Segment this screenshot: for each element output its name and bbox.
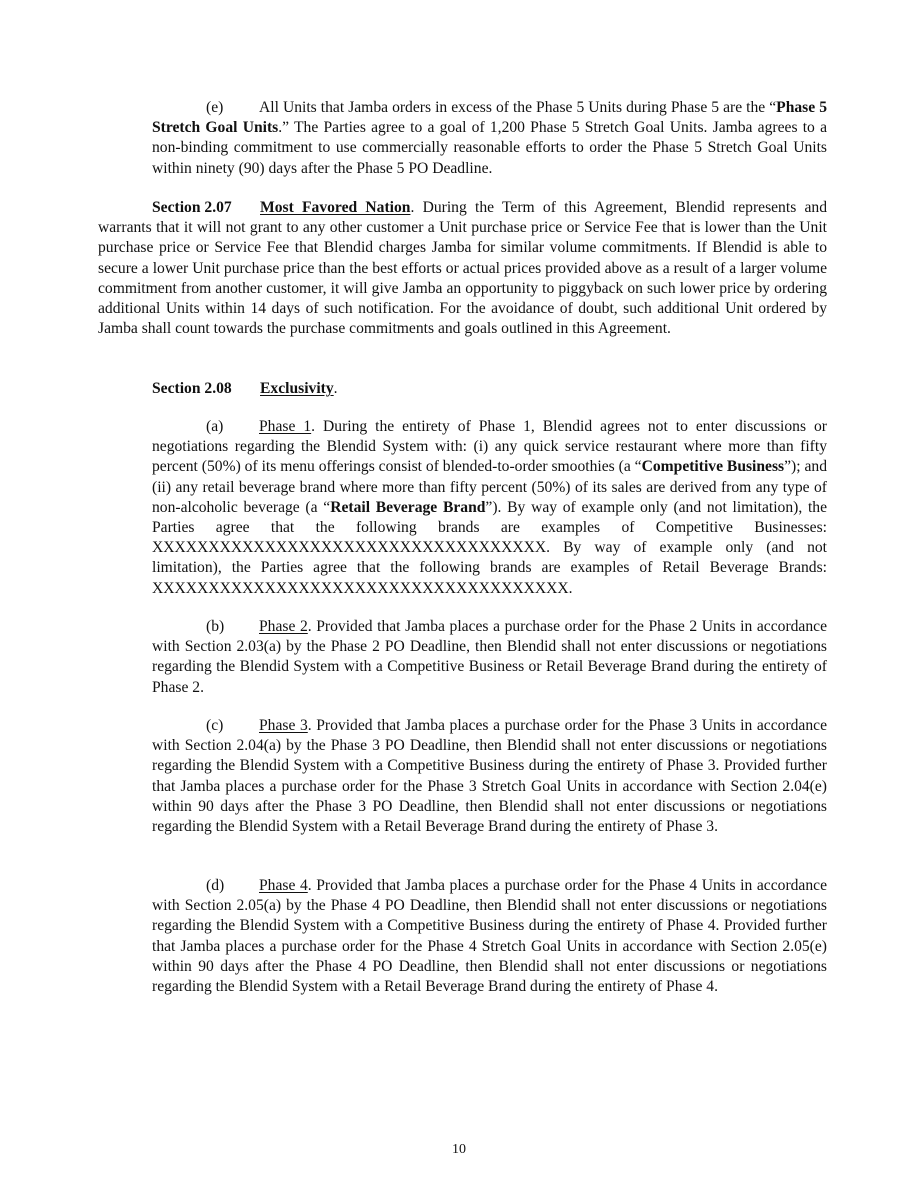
- defined-term: Retail Beverage Brand: [330, 498, 486, 516]
- paragraph-label: (e): [206, 99, 224, 116]
- page-number: 10: [452, 1142, 466, 1157]
- paragraph-label: (a): [206, 418, 224, 435]
- paragraph-label: (b): [206, 618, 225, 635]
- section-number: Section 2.07: [152, 199, 232, 216]
- paragraph-2-08-c: (c) Phase 3. Provided that Jamba places a purchase order for the Phase 3 Units in accordance with Section 2.04(a) by the Phase 3 PO Deadline, then Blendid shall not enter discussions or negotiations regarding the Blendid System with a Competitive Business during the entirety of Phase 3. Provided further that Jamba places a purchase order for the Phase 3 Stretch Goal Units in accordance with Section 2.04(e) within 90 days after the Phase 3 PO Deadline, then Blendid shall not enter discussions or negotiations regarding the Blendid System with a Retail Beverage Brand during the entirety of Phase 3.: [152, 717, 827, 836]
- paragraph-heading: Phase 2: [259, 618, 308, 635]
- defined-term: Competitive Business: [641, 458, 785, 476]
- section-number: Section 2.08: [152, 380, 232, 397]
- defined-term: Phase 5 Stretch Goal Units: [152, 99, 827, 137]
- paragraph-2-08-a: (a) Phase 1. During the entirety of Phase 1, Blendid agrees not to enter discussions or negotiations regarding the Blendid System with: (i) any quick service restaurant where more than fifty percent (50%) of its menu offerings consist of blended-to-order smoothies (a “Competitive Business”); and (ii) any retail beverage brand where more than fifty percent (50%) of its sales are derived from any type of non-alcoholic beverage (a “Retail Beverage Brand”). By way of example only (and not limitation), the Parties agree that the following brands are examples of Competitive Businesses: XXXXXXXXXXXXXXXXXXXXXXXXXXXXXXXXXXX. By way of example only (and not limitation), the Parties agree that the following brands are examples of Retail Beverage Brands: XXXXXXXXXXXXXXXXXXXXXXXXXXXXXXXXXXXXX.: [152, 418, 828, 597]
- paragraph-2-06-e: (e) All Units that Jamba orders in excess of the Phase 5 Units during Phase 5 are the “Phase 5 Stretch Goal Units.” The Parties agree to a goal of 1,200 Phase 5 Stretch Goal Units. Jamba agrees to a non-binding commitment to use commercially reasonable efforts to order the Phase 5 Stretch Goal Units within ninety (90) days after the Phase 5 PO Deadline.: [152, 99, 827, 177]
- paragraph-label: (c): [206, 717, 224, 734]
- paragraph-label: (d): [206, 877, 225, 894]
- section-title: Most Favored Nation: [260, 199, 411, 216]
- section-2-08-heading: Section 2.08 Exclusivity.: [152, 379, 827, 399]
- paragraph-2-08-d: (d) Phase 4. Provided that Jamba places a purchase order for the Phase 4 Units in accordance with Section 2.05(a) by the Phase 4 PO Deadline, then Blendid shall not enter discussions or negotiations regarding the Blendid System with a Competitive Business during the entirety of Phase 4. Provided further that Jamba places a purchase order for the Phase 4 Stretch Goal Units in accordance with Section 2.05(e) within 90 days after the Phase 4 PO Deadline, then Blendid shall not enter discussions or negotiations regarding the Blendid System with a Retail Beverage Brand during the entirety of Phase 4.: [152, 877, 827, 996]
- section-title: Exclusivity: [260, 380, 334, 397]
- paragraph-2-08-b: (b) Phase 2. Provided that Jamba places a purchase order for the Phase 2 Units in accordance with Section 2.03(a) by the Phase 2 PO Deadline, then Blendid shall not enter discussions or negotiations regarding the Blendid System with a Competitive Business or Retail Beverage Brand during the entirety of Phase 2.: [152, 618, 827, 696]
- paragraph-heading: Phase 1: [259, 418, 312, 435]
- paragraph-heading: Phase 3: [259, 717, 308, 734]
- section-2-07: Section 2.07 Most Favored Nation. During the Term of this Agreement, Blendid represents and warrants that it will not grant to any other customer a Unit purchase price or Service Fee that is lower than the Unit purchase price or Service Fee that Blendid charges Jamba for similar volume commitments. If Blendid is able to secure a lower Unit purchase price than the best efforts or actual prices provided above as a result of a larger volume commitment from another customer, it will give Jamba an opportunity to piggyback on such lower price by ordering additional Units within 14 days of such notification. For the avoidance of doubt, such additional Unit ordered by Jamba shall count towards the purchase commitments and goals outlined in this Agreement.: [98, 199, 828, 338]
- paragraph-heading: Phase 4: [259, 877, 308, 894]
